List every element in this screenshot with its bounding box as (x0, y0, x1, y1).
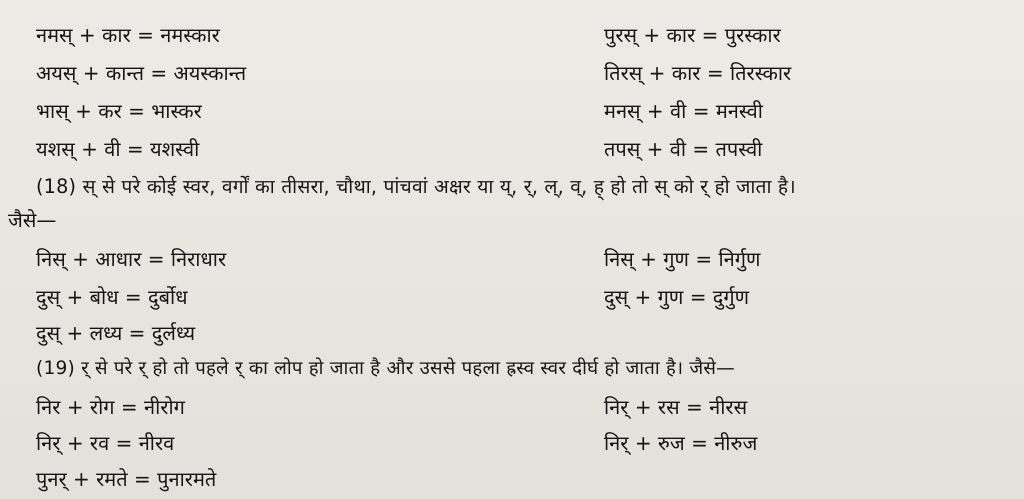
example-17-4-right: तपस् + वी = तपस्वी (604, 137, 763, 161)
example-17-2-left: अयस् + कान्त = अयस्कान्त (36, 61, 247, 85)
example-17-3-right: मनस् + वी = मनस्वी (604, 99, 763, 123)
example-17-4-left: यशस् + वी = यशस्वी (36, 137, 200, 161)
example-17-2-right: तिरस् + कार = तिरस्कार (604, 61, 792, 85)
rule-18-text: (18) स् से परे कोई स्वर, वर्गों का तीसरा, चौथा, पांचवां अक्षर या य्, र्, ल्, व्, ह् हो तो स् को र् हो जाता है। (36, 175, 796, 198)
example-18-1-right: निस् + गुण = निर्गुण (604, 247, 761, 271)
example-17-1-left: नमस् + कार = नमस्कार (36, 23, 220, 47)
example-18-3-left: दुस् + लध्य = दुर्लध्य (36, 321, 196, 345)
example-18-2-right: दुस् + गुण = दुर्गुण (604, 285, 750, 309)
example-19-2-right: निर् + रुज = नीरुज (604, 431, 758, 455)
example-19-3-left: पुनर् + रमते = पुनारमते (36, 467, 217, 491)
example-19-2-left: निर् + रव = नीरव (36, 431, 175, 455)
example-19-1-left: निर + रोग = नीरोग (36, 395, 185, 419)
example-18-1-left: निस् + आधार = निराधार (36, 247, 227, 271)
rule-18-continuation: जैसे— (8, 208, 57, 232)
example-17-1-right: पुरस् + कार = पुरस्कार (604, 23, 781, 47)
example-18-2-left: दुस् + बोध = दुर्बोध (36, 285, 188, 309)
example-17-3-left: भास् + कर = भास्कर (36, 99, 202, 123)
example-19-1-right: निर् + रस = नीरस (604, 395, 748, 419)
rule-19-text: (19) र् से परे र् हो तो पहले र् का लोप हो जाता है और उससे पहला ह्रस्व स्वर दीर्घ हो जाता है। जैसे— (36, 358, 735, 379)
